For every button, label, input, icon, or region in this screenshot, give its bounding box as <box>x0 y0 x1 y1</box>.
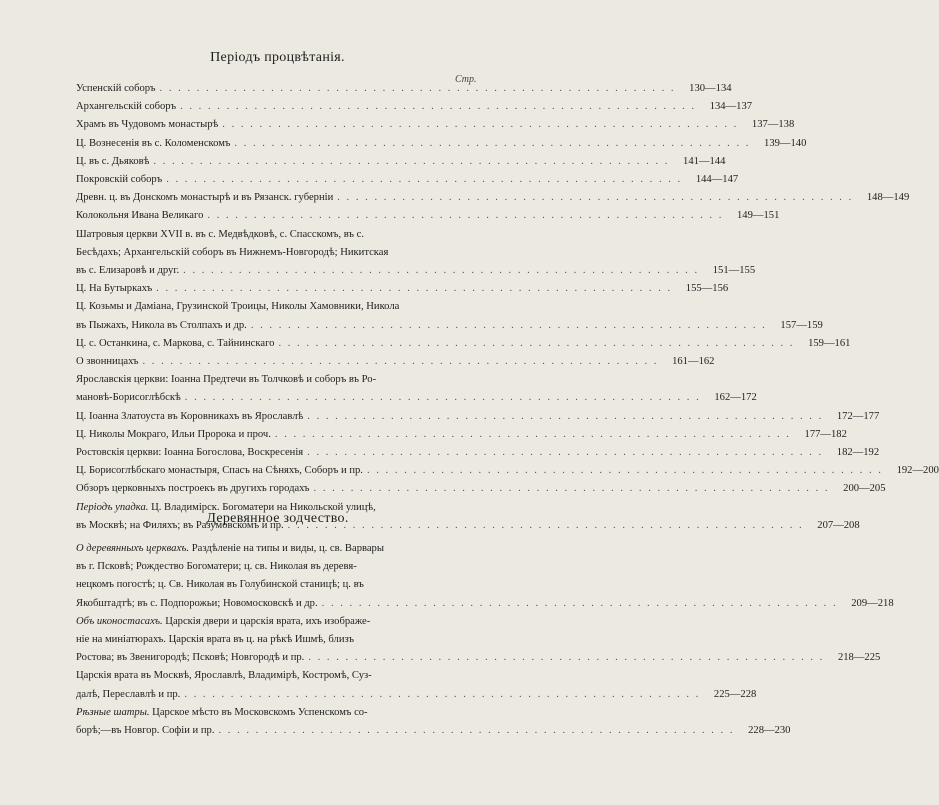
entry-title-text: Ц. с. Останкина, с. Маркова, с. Тайнинскаго <box>76 337 275 349</box>
entry-last-line <box>76 462 939 480</box>
dot-leader: . . . . . . . . . . . . . . . . . . . . . . . . . . . . . . . . . . . . . . . . . . . . . . . . . . . . . . . . <box>180 101 697 113</box>
dot-leader: . . . . . . . . . . . . . . . . . . . . . . . . . . . . . . . . . . . . . . . . . . . . . . . . . . . . . . . . <box>337 192 854 204</box>
entry-title <box>76 462 363 480</box>
entry-line <box>76 704 491 722</box>
entry-page-range: 192—200 <box>896 465 939 477</box>
entry-title-text: Ц. Николы Мокраго, Ильи Пророка и проч. <box>76 428 271 440</box>
entry-title <box>76 444 303 462</box>
section-title-wooden-architecture: Деревянное зодчество. <box>206 511 349 526</box>
toc-entry <box>76 613 881 668</box>
toc-entry <box>76 667 757 703</box>
entry-title <box>76 335 274 353</box>
entry-title-text: Покровскій соборъ <box>76 174 163 186</box>
entry-page-range: 151—155 <box>712 265 756 277</box>
entry-title <box>76 80 156 98</box>
entry-last-line <box>76 171 739 189</box>
dot-leader: . . . . . . . . . . . . . . . . . . . . . . . . . . . . . . . . . . . . . . . . . . . . . . . . . . . . . . . . <box>218 725 735 737</box>
dot-leader: . . . . . . . . . . . . . . . . . . . . . . . . . . . . . . . . . . . . . . . . . . . . . . . . . . . . . . . . <box>222 119 739 131</box>
entry-line <box>76 540 491 558</box>
entry-line-text: Шатровыя церкви XVII в. въ с. Медвѣдковѣ, с. Спасскомъ, въ с. <box>76 228 364 240</box>
entry-line <box>76 631 491 649</box>
entry-last-line <box>76 389 757 407</box>
entry-last-line <box>76 98 753 116</box>
toc-entry <box>76 480 886 498</box>
entry-last-line <box>76 153 726 171</box>
entry-line-text: Царскія врата въ Москвѣ, Ярославлѣ, Владимірѣ, Костромѣ, Суз- <box>76 670 372 682</box>
entry-title-text: въ с. Елизаровѣ и друг. <box>76 265 180 277</box>
entry-title-text: Ростовскія церкви: Іоанна Богослова, Воскресенія <box>76 447 304 459</box>
entry-title-text: Архангельскій соборъ <box>76 101 177 113</box>
toc-entry <box>76 704 791 740</box>
entry-title <box>76 353 138 371</box>
entry-page-range: 162—172 <box>714 392 757 404</box>
toc-entry <box>76 135 807 153</box>
dot-leader: . . . . . . . . . . . . . . . . . . . . . . . . . . . . . . . . . . . . . . . . . . . . . . . . . . . . . . . . <box>308 652 825 664</box>
entry-page-range: 177—182 <box>804 428 847 440</box>
entry-line-text: нецкомъ погостѣ; ц. Св. Николая въ Голубинской станицѣ; ц. въ <box>76 579 364 591</box>
entry-line <box>76 244 491 262</box>
entry-page-range: 141—144 <box>683 155 726 167</box>
entry-last-line <box>76 426 847 444</box>
toc-entry <box>76 226 756 281</box>
toc-entry <box>76 335 851 353</box>
entry-last-line <box>76 80 732 98</box>
entry-title-text: Ц. На Бутыркахъ <box>76 283 153 295</box>
entry-line-text: Ц. Владимірск. Богоматери на Никольской улицѣ, <box>148 501 376 513</box>
toc-entry <box>76 540 894 613</box>
entry-last-line <box>76 353 715 371</box>
entry-last-line <box>76 722 791 740</box>
toc-entry <box>76 426 847 444</box>
entry-line <box>76 298 491 316</box>
toc-entry <box>76 98 753 116</box>
entry-title-text: мановѣ-Борисоглѣбскѣ <box>76 392 181 404</box>
toc-entry <box>76 444 880 462</box>
entry-page-range: 207—208 <box>817 519 860 531</box>
entry-lead-italic: Періодъ упадка. <box>76 501 149 513</box>
entry-page-range: 148—149 <box>866 192 910 204</box>
entry-lead-italic: Объ иконостасахъ. <box>76 615 163 627</box>
entry-title-text: Якобштадтѣ; въ с. Подпорожьи; Новомосковскѣ и др. <box>76 597 318 609</box>
entry-last-line <box>76 480 886 498</box>
toc-entry <box>76 80 732 98</box>
entry-title-text: Храмъ въ Чудовомъ монастырѣ <box>76 119 219 131</box>
dot-leader: . . . . . . . . . . . . . . . . . . . . . . . . . . . . . . . . . . . . . . . . . . . . . . . . . . . . . . . . <box>142 356 659 368</box>
entry-line <box>76 226 491 244</box>
entry-title <box>76 153 149 171</box>
entry-title <box>76 686 180 704</box>
toc-entry <box>76 408 880 426</box>
toc-prosperity <box>76 80 939 535</box>
entry-line-text: Ц. Козьмы и Даміана, Грузинской Троицы, Николы Хамовники, Никола <box>76 301 400 313</box>
entry-title <box>76 171 162 189</box>
entry-page-range: 149—151 <box>737 210 780 222</box>
entry-title <box>76 189 333 207</box>
toc-entry <box>76 153 726 171</box>
entry-page-range: 134—137 <box>709 101 753 113</box>
entry-line-text: Царское мѣсто въ Московскомъ Успенскомъ со- <box>149 706 368 718</box>
entry-title <box>76 262 179 280</box>
toc-entry <box>76 116 795 134</box>
section-title-prosperity: Періодъ процвѣтанія. <box>210 50 345 65</box>
entry-page-range: 161—162 <box>672 356 715 368</box>
dot-leader: . . . . . . . . . . . . . . . . . . . . . . . . . . . . . . . . . . . . . . . . . . . . . . . . . . . . . . . . <box>159 83 676 94</box>
entry-last-line <box>76 317 823 335</box>
entry-title-text: О звонницахъ <box>76 356 139 368</box>
entry-last-line <box>76 649 881 667</box>
dot-leader: . . . . . . . . . . . . . . . . . . . . . . . . . . . . . . . . . . . . . . . . . . . . . . . . . . . . . . . . <box>278 337 795 349</box>
dot-leader: . . . . . . . . . . . . . . . . . . . . . . . . . . . . . . . . . . . . . . . . . . . . . . . . . . . . . . . . <box>250 319 767 331</box>
toc-entry <box>76 371 757 407</box>
toc-entry <box>76 280 729 298</box>
entry-title <box>76 98 176 116</box>
entry-title-text: въ Пыжахъ, Никола въ Столпахъ и др. <box>76 319 247 331</box>
entry-title-text: Ц. Іоанна Златоуста въ Коровникахъ въ Ярославлѣ <box>76 410 304 422</box>
entry-title-text: Ц. Борисоглѣбскаго монастыря, Спасъ на Сѣняхъ, Соборъ и пр. <box>76 465 363 477</box>
entry-line-text: въ г. Псковѣ; Рождество Богоматери; ц. св. Николая въ деревя- <box>76 561 357 573</box>
entry-title-text: Успенскій соборъ <box>76 83 156 94</box>
entry-line-text: ніе на миніатюрахъ. Царскія врата въ ц. на рѣкѣ Ишмѣ, близъ <box>76 634 354 646</box>
entry-page-range: 137—138 <box>751 119 795 131</box>
entry-title <box>76 649 304 667</box>
entry-last-line <box>76 280 729 298</box>
entry-line <box>76 667 491 685</box>
toc-entry <box>76 171 739 189</box>
dot-leader: . . . . . . . . . . . . . . . . . . . . . . . . . . . . . . . . . . . . . . . . . . . . . . . . . . . . . . . . <box>156 283 673 295</box>
toc-wooden-architecture <box>76 540 894 740</box>
entry-page-range: 182—192 <box>836 447 880 459</box>
pages-column-header: Стр. <box>455 74 477 85</box>
entry-page-range: 172—177 <box>836 410 880 422</box>
entry-title <box>76 595 318 613</box>
entry-title <box>76 722 214 740</box>
dot-leader: . . . . . . . . . . . . . . . . . . . . . . . . . . . . . . . . . . . . . . . . . . . . . . . . . . . . . . . . <box>313 483 830 495</box>
entry-line <box>76 558 491 576</box>
entry-last-line <box>76 444 880 462</box>
entry-page-range: 159—161 <box>808 337 851 349</box>
dot-leader: . . . . . . . . . . . . . . . . . . . . . . . . . . . . . . . . . . . . . . . . . . . . . . . . . . . . . . . . <box>321 597 838 609</box>
entry-last-line <box>76 595 894 613</box>
entry-title <box>76 408 303 426</box>
toc-entry <box>76 207 780 225</box>
toc-entry <box>76 189 910 207</box>
dot-leader: . . . . . . . . . . . . . . . . . . . . . . . . . . . . . . . . . . . . . . . . . . . . . . . . . . . . . . . . <box>153 155 670 167</box>
dot-leader: . . . . . . . . . . . . . . . . . . . . . . . . . . . . . . . . . . . . . . . . . . . . . . . . . . . . . . . . <box>234 137 751 149</box>
entry-title <box>76 135 230 153</box>
entry-page-range: 139—140 <box>764 137 807 149</box>
entry-page-range: 228—230 <box>748 725 791 737</box>
entry-title <box>76 207 203 225</box>
toc-entry <box>76 298 823 334</box>
entry-line-text: Царскія двери и царскія врата, ихъ изображе- <box>162 615 371 627</box>
entry-last-line <box>76 408 880 426</box>
entry-line <box>76 576 491 594</box>
entry-lead-italic: Рѣзные шатры. <box>76 706 150 718</box>
entry-title <box>76 317 247 335</box>
entry-last-line <box>76 207 780 225</box>
dot-leader: . . . . . . . . . . . . . . . . . . . . . . . . . . . . . . . . . . . . . . . . . . . . . . . . . . . . . . . . <box>307 447 824 459</box>
entry-page-range: 209—218 <box>851 597 894 609</box>
entry-line-text: Раздѣленіе на типы и виды, ц. св. Варвары <box>189 543 384 554</box>
toc-entry <box>76 353 715 371</box>
entry-title-text: Колокольня Ивана Великаго <box>76 210 204 222</box>
entry-last-line <box>76 686 757 704</box>
entry-title-text: въ Москвѣ; на Филяхъ; въ Разумовскомъ и пр. <box>76 519 284 531</box>
entry-page-range: 218—225 <box>837 652 881 664</box>
entry-last-line <box>76 116 795 134</box>
entry-title-text: Ростова; въ Звенигородѣ; Псковѣ; Новгородѣ и пр. <box>76 652 305 664</box>
entry-title-text: далѣ, Переславлѣ и пр. <box>76 688 181 700</box>
entry-title-text: борѣ;—въ Новгор. Софіи и пр. <box>76 725 215 737</box>
dot-leader: . . . . . . . . . . . . . . . . . . . . . . . . . . . . . . . . . . . . . . . . . . . . . . . . . . . . . . . . <box>287 519 804 531</box>
dot-leader: . . . . . . . . . . . . . . . . . . . . . . . . . . . . . . . . . . . . . . . . . . . . . . . . . . . . . . . . <box>207 210 724 222</box>
toc-entry <box>76 462 939 480</box>
entry-title-text: Ц. въ с. Дьяковѣ <box>76 155 150 167</box>
dot-leader: . . . . . . . . . . . . . . . . . . . . . . . . . . . . . . . . . . . . . . . . . . . . . . . . . . . . . . . . <box>307 410 824 422</box>
entry-line <box>76 371 491 389</box>
entry-last-line <box>76 335 851 353</box>
entry-title <box>76 389 181 407</box>
entry-title <box>76 116 218 134</box>
dot-leader: . . . . . . . . . . . . . . . . . . . . . . . . . . . . . . . . . . . . . . . . . . . . . . . . . . . . . . . . <box>274 428 791 440</box>
entry-page-range: 144—147 <box>695 174 739 186</box>
entry-title-text: Обзоръ церковныхъ построекъ въ другихъ городахъ <box>76 483 310 495</box>
entry-title-text: Древн. ц. въ Донскомъ монастырѣ и въ Рязанск. губерніи <box>76 192 334 204</box>
entry-line <box>76 613 491 631</box>
entry-page-range: 200—205 <box>843 483 886 495</box>
dot-leader: . . . . . . . . . . . . . . . . . . . . . . . . . . . . . . . . . . . . . . . . . . . . . . . . . . . . . . . . <box>183 265 700 277</box>
entry-page-range: 225—228 <box>713 688 757 700</box>
entry-title <box>76 480 310 498</box>
dot-leader: . . . . . . . . . . . . . . . . . . . . . . . . . . . . . . . . . . . . . . . . . . . . . . . . . . . . . . . . <box>184 688 701 700</box>
entry-title <box>76 426 271 444</box>
entry-page-range: 130—134 <box>689 83 732 94</box>
entry-title <box>76 280 152 298</box>
entry-last-line <box>76 262 756 280</box>
entry-page-range: 157—159 <box>780 319 823 331</box>
entry-line-text: Бесѣдахъ; Архангельскій соборъ въ Нижнемъ-Новгородѣ; Никитская <box>76 246 389 258</box>
entry-page-range: 155—156 <box>685 283 729 295</box>
entry-last-line <box>76 135 807 153</box>
dot-leader: . . . . . . . . . . . . . . . . . . . . . . . . . . . . . . . . . . . . . . . . . . . . . . . . . . . . . . . . <box>166 174 683 186</box>
dot-leader: . . . . . . . . . . . . . . . . . . . . . . . . . . . . . . . . . . . . . . . . . . . . . . . . . . . . . . . . <box>184 392 701 404</box>
entry-title-text: Ц. Вознесенія въ с. Коломенскомъ <box>76 137 231 149</box>
entry-lead-italic: О деревянныхъ церквахъ. <box>76 543 190 554</box>
entry-line-text: Ярославскія церкви: Іоанна Предтечи въ Толчковѣ и соборъ въ Ро- <box>76 374 377 386</box>
dot-leader: . . . . . . . . . . . . . . . . . . . . . . . . . . . . . . . . . . . . . . . . . . . . . . . . . . . . . . . . <box>366 465 883 477</box>
entry-last-line <box>76 189 910 207</box>
